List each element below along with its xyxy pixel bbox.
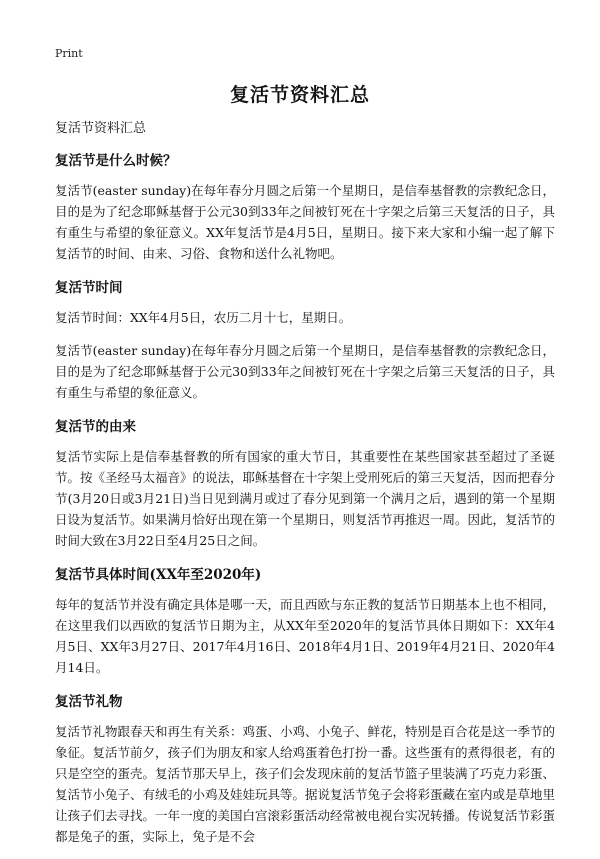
section-origin xyxy=(55,415,555,551)
section-heading: 复活节具体时间(XX年至2020年) xyxy=(55,567,262,583)
paragraph: 复活节(easter sunday)在每年春分月圆之后第一个星期日，是信奉基督教的宗教纪念日，目的是为了纪念耶稣基督于公元30到33年之间被钉死在十字架之后第三天复活的日子，具有重生与希望的象征意义。 xyxy=(55,343,555,400)
document-subtitle: 复活节资料汇总 xyxy=(55,121,147,136)
section-when xyxy=(55,149,555,264)
document-body xyxy=(55,117,555,859)
paragraph: 复活节(easter sunday)在每年春分月圆之后第一个星期日，是信奉基督教的宗教纪念日，目的是为了纪念耶稣基督于公元30到33年之间被钉死在十字架之后第三天复活的日子，具有重生与希望的象征意义。XX年复活节是4月5日，星期日。接下来大家和小编一起了解下复活节的时间、由来、习俗、食物和送什么礼物吧。 xyxy=(55,183,555,261)
section-time xyxy=(55,276,555,403)
section-dates xyxy=(55,563,555,678)
paragraph: 每年的复活节并没有确定具体是哪一天，而且西欧与东正教的复活节日期基本上也不相同，在这里我们以西欧的复活节日期为主，从XX年至2020年的复活节具体日期如下：XX年4月5日、XX年3月27日、2017年4月16日、2018年4月1日、2019年4月21日、2020年4月14日。 xyxy=(55,597,556,675)
section-heading: 复活节的由来 xyxy=(55,419,136,435)
paragraph: 复活节实际上是信奉基督教的所有国家的重大节日，其重要性在某些国家甚至超过了圣诞节。按《圣经马太福音》的说法，耶稣基督在十字架上受刑死后的第三天复活，因而把春分节(3月20日或3月21日)当日见到满月或过了春分见到第一个满月之后，遇到的第一个星期日设为复活节。如果满月恰好出现在第一个星期日，则复活节再推迟一周。因此，复活节的时间大致在3月22日至4月25日之间。 xyxy=(55,449,556,548)
paragraph: 复活节礼物跟春天和再生有关系：鸡蛋、小鸡、小兔子、鲜花，特别是百合花是这一季节的象征。复活节前夕，孩子们为朋友和家人给鸡蛋着色打扮一番。这些蛋有的煮得很老，有的只是空空的蛋壳。复活节那天早上，孩子们会发现床前的复活节篮子里装满了巧克力彩蛋、复活节小兔子、有绒毛的小鸡及娃娃玩具等。据说复活节兔子会将彩蛋藏在室内或是草地里让孩子们去寻找。一年一度的美国白宫滚彩蛋活动经常被电视台实况转播。传说复活节彩蛋都是兔子的蛋，实际上，兔子是不会 xyxy=(55,724,556,844)
section-heading: 复活节是什么时候？ xyxy=(55,153,177,169)
paragraph: 复活节时间：XX年4月5日，农历二月十七，星期日。 xyxy=(55,310,352,325)
page-title: 复活节资料汇总 xyxy=(229,84,370,106)
section-heading: 复活节时间 xyxy=(55,280,123,296)
print-link[interactable]: Print xyxy=(55,47,83,60)
section-heading: 复活节礼物 xyxy=(55,694,123,710)
section-gifts xyxy=(55,690,555,847)
